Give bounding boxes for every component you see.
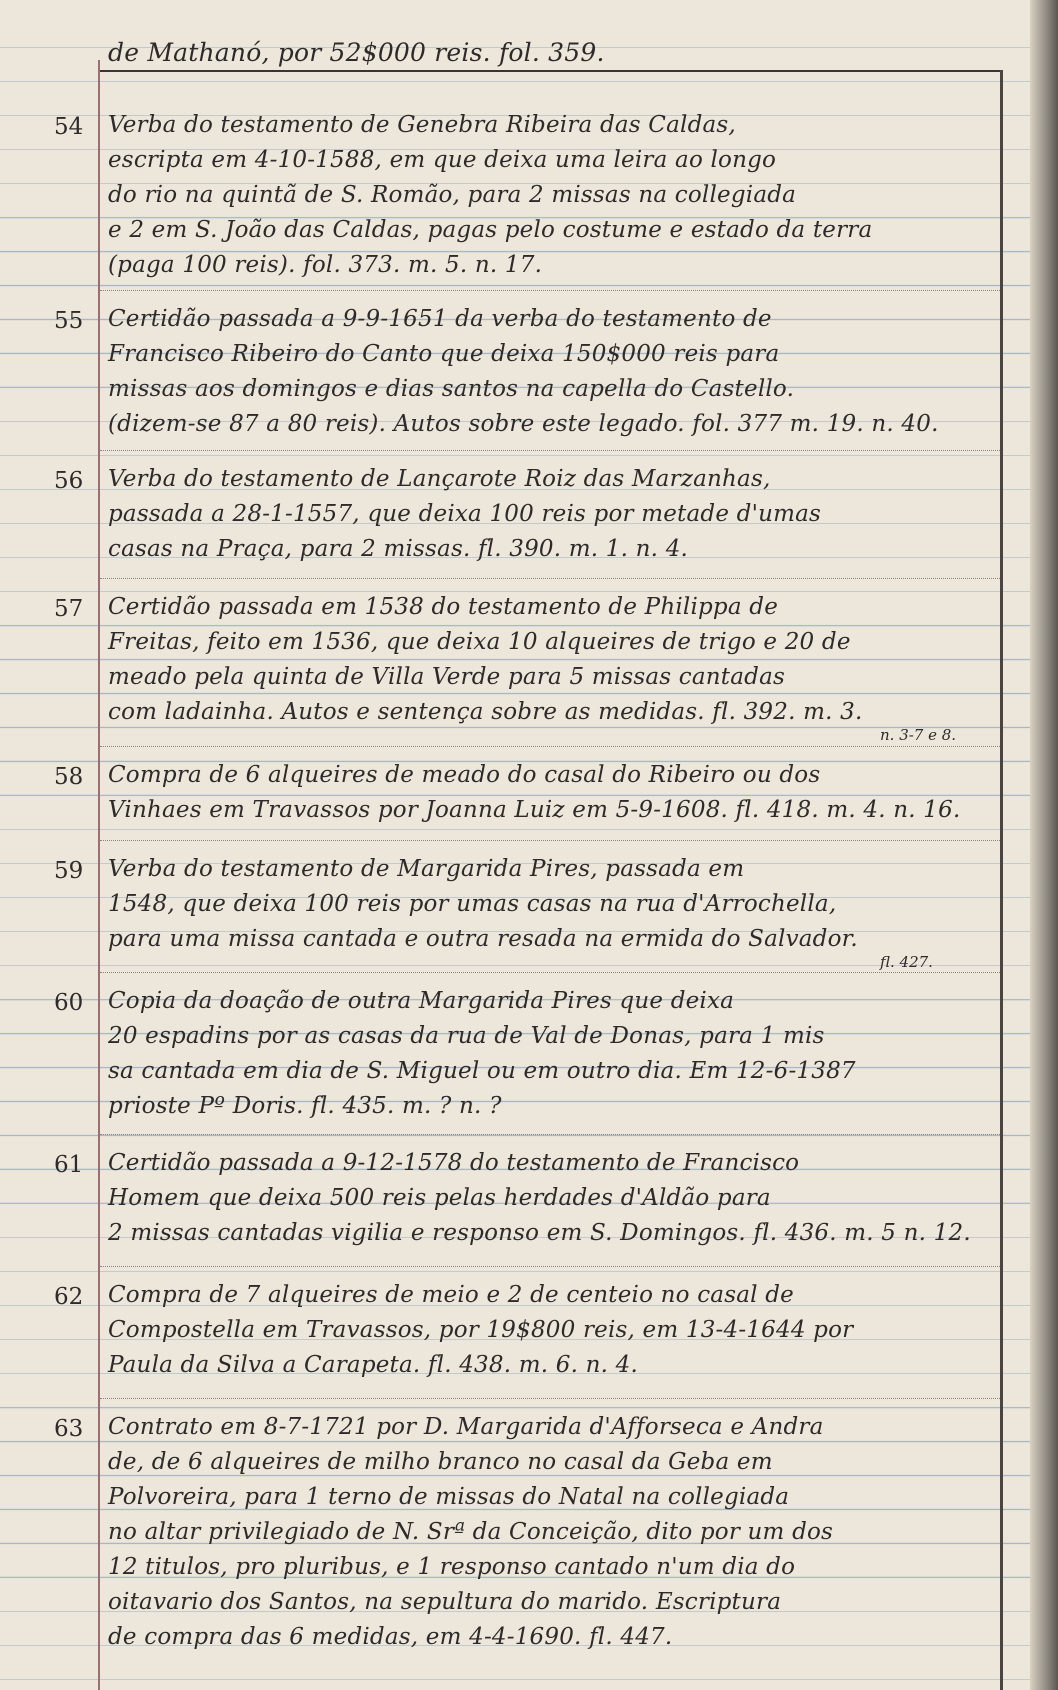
entry-text-line: Certidão passada a 9-9-1651 da verba do testamento de xyxy=(108,306,772,332)
entry-number: 56 xyxy=(54,468,84,494)
entry-number: 57 xyxy=(54,596,84,622)
header-rule xyxy=(100,70,1000,72)
entry-number: 55 xyxy=(54,308,84,334)
book-binding-edge xyxy=(1030,0,1058,1690)
entry-text-line: do rio na quintã de S. Romão, para 2 missas na collegiada xyxy=(108,182,797,208)
entry-text-line: Homem que deixa 500 reis pelas herdades d'Aldão para xyxy=(108,1185,771,1211)
entry-margin-note: fl. 427. xyxy=(880,953,933,971)
entry-divider xyxy=(100,746,1000,747)
entry-text-line: de compra das 6 medidas, em 4-4-1690. fl. 447. xyxy=(108,1624,673,1650)
entry-text-line: e 2 em S. João das Caldas, pagas pelo costume e estado da terra xyxy=(108,217,873,243)
entry-text-line: Polvoreira, para 1 terno de missas do Natal na collegiada xyxy=(108,1484,790,1510)
entry-number: 58 xyxy=(54,764,84,790)
entry-text-line: casas na Praça, para 2 missas. fl. 390. m. 1. n. 4. xyxy=(108,536,689,562)
entry-text-line: no altar privilegiado de N. Srª da Conceição, dito por um dos xyxy=(108,1519,834,1545)
entry-divider xyxy=(100,578,1000,579)
entry-divider xyxy=(100,1134,1000,1135)
entry-text-line: Compra de 7 alqueires de meio e 2 de centeio no casal de xyxy=(108,1282,794,1308)
entry-divider xyxy=(100,972,1000,973)
entry-text-line: Verba do testamento de Lançarote Roiz das Marzanhas, xyxy=(108,466,771,492)
entry-text-line: Francisco Ribeiro do Canto que deixa 150$000 reis para xyxy=(108,341,780,367)
entry-text-line: 20 espadins por as casas da rua de Val de Donas, para 1 mis xyxy=(108,1023,825,1049)
entry-number: 54 xyxy=(54,114,84,140)
entry-text-line: meado pela quinta de Villa Verde para 5 missas cantadas xyxy=(108,664,785,690)
entry-number: 62 xyxy=(54,1284,84,1310)
entry-text-line: escripta em 4-10-1588, em que deixa uma leira ao longo xyxy=(108,147,777,173)
entry-text-line: Certidão passada a 9-12-1578 do testamento de Francisco xyxy=(108,1150,800,1176)
entry-text-line: Verba do testamento de Genebra Ribeira das Caldas, xyxy=(108,112,736,138)
entry-text-line: Vinhaes em Travassos por Joanna Luiz em 5-9-1608. fl. 418. m. 4. n. 16. xyxy=(108,797,961,823)
entry-text-line: Copia da doação de outra Margarida Pires que deixa xyxy=(108,988,735,1014)
entry-text-line: (dizem-se 87 a 80 reis). Autos sobre este legado. fol. 377 m. 19. n. 40. xyxy=(108,411,939,437)
entry-text-line: Contrato em 8-7-1721 por D. Margarida d'Afforseca e Andra xyxy=(108,1414,824,1440)
entry-text-line: 12 titulos, pro pluribus, e 1 responso cantado n'um dia do xyxy=(108,1554,796,1580)
entry-margin-note: n. 3-7 e 8. xyxy=(880,726,957,744)
entry-number: 63 xyxy=(54,1416,84,1442)
entry-number: 59 xyxy=(54,858,84,884)
entry-text-line: sa cantada em dia de S. Miguel ou em outro dia. Em 12-6-1387 xyxy=(108,1058,856,1084)
entry-text-line: Compostella em Travassos, por 19$800 reis, em 13-4-1644 por xyxy=(108,1317,854,1343)
entry-divider xyxy=(100,840,1000,841)
header-line: de Mathanó, por 52$000 reis. fol. 359. xyxy=(108,38,605,67)
entry-text-line: de, de 6 alqueires de milho branco no casal da Geba em xyxy=(108,1449,773,1475)
entry-text-line: 2 missas cantadas vigilia e responso em S. Domingos. fl. 436. m. 5 n. 12. xyxy=(108,1220,971,1246)
entry-text-line: para uma missa cantada e outra resada na ermida do Salvador. xyxy=(108,926,858,952)
entry-text-line: Freitas, feito em 1536, que deixa 10 alqueires de trigo e 20 de xyxy=(108,629,851,655)
entry-text-line: com ladainha. Autos e sentença sobre as medidas. fl. 392. m. 3. xyxy=(108,699,863,725)
entry-text-line: Compra de 6 alqueires de meado do casal do Ribeiro ou dos xyxy=(108,762,821,788)
entry-text-line: (paga 100 reis). fol. 373. m. 5. n. 17. xyxy=(108,252,543,278)
entry-text-line: prioste Pº Doris. fl. 435. m. ? n. ? xyxy=(108,1093,502,1119)
entry-number: 60 xyxy=(54,990,84,1016)
entry-text-line: Paula da Silva a Carapeta. fl. 438. m. 6. n. 4. xyxy=(108,1352,639,1378)
margin-rule xyxy=(98,60,100,1690)
entry-text-line: Certidão passada em 1538 do testamento de Philippa de xyxy=(108,594,779,620)
entry-text-line: oitavario dos Santos, na sepultura do marido. Escriptura xyxy=(108,1589,782,1615)
entry-text-line: missas aos domingos e dias santos na capella do Castello. xyxy=(108,376,795,402)
right-margin-rule xyxy=(1000,70,1003,1690)
entry-text-line: Verba do testamento de Margarida Pires, passada em xyxy=(108,856,745,882)
entry-divider xyxy=(100,450,1000,451)
entry-divider xyxy=(100,1266,1000,1267)
entry-text-line: 1548, que deixa 100 reis por umas casas na rua d'Arrochella, xyxy=(108,891,837,917)
entry-text-line: passada a 28-1-1557, que deixa 100 reis por metade d'umas xyxy=(108,501,822,527)
entry-divider xyxy=(100,290,1000,291)
entry-divider xyxy=(100,1398,1000,1399)
entry-number: 61 xyxy=(54,1152,84,1178)
